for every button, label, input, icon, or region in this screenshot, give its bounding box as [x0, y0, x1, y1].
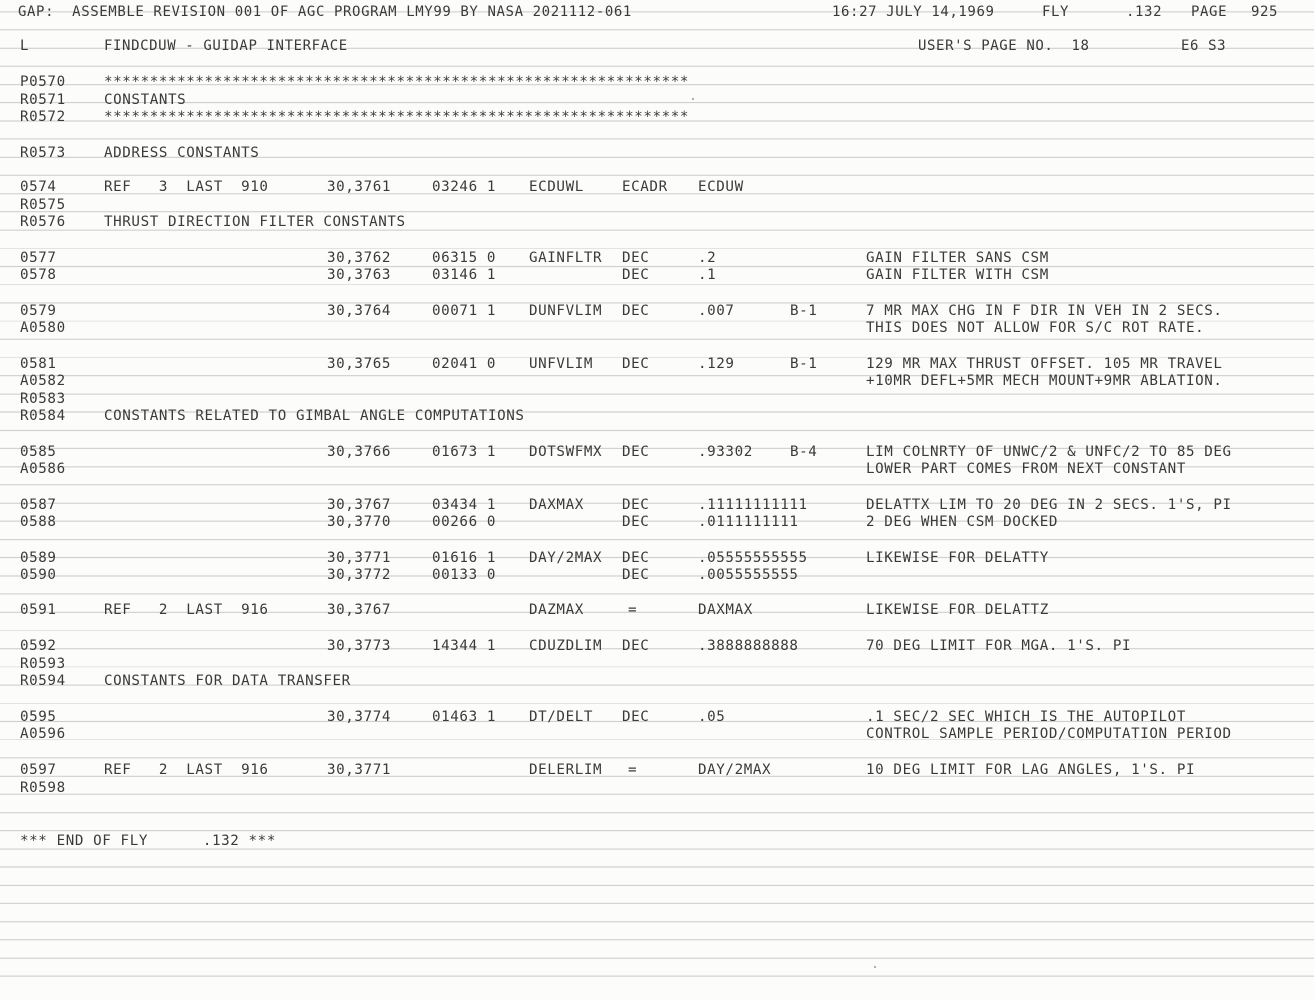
line-id: R0593 [20, 656, 66, 672]
e6-code: E6 S3 [1181, 38, 1227, 54]
address: 30,3774 [327, 709, 391, 725]
scale-factor: B-1 [790, 356, 818, 372]
octal-code: 01463 1 [432, 709, 496, 725]
line-id: 0579 [20, 303, 57, 319]
address: 30,3770 [327, 514, 391, 530]
octal-code: 06315 0 [432, 250, 496, 266]
address: 30,3764 [327, 303, 391, 319]
listing-line [0, 372, 1314, 390]
listing-line [0, 655, 1314, 673]
operand: DAXMAX [698, 602, 753, 618]
end-marker: *** END OF FLY .132 *** [20, 833, 276, 849]
paper-speck [692, 98, 694, 100]
comment: 10 DEG LIMIT FOR LAG ANGLES, 1'S. PI [866, 762, 1196, 778]
line-id: R0573 [20, 145, 66, 161]
operand: .1 [698, 267, 717, 283]
user-page-number: USER'S PAGE NO. 18 [918, 38, 1090, 54]
line-id: A0596 [20, 726, 66, 742]
listing-line [0, 319, 1314, 337]
comment: LIM COLNRTY OF UNWC/2 & UNFC/2 TO 85 DEG [866, 444, 1232, 460]
fly-label: FLY [1042, 4, 1070, 20]
listing-line [0, 355, 1314, 373]
opcode: DEC [622, 514, 650, 530]
operand: .11111111111 [698, 497, 808, 513]
listing-line [0, 213, 1314, 231]
operand: DAY/2MAX [698, 762, 772, 778]
scale-factor: B-4 [790, 444, 818, 460]
line-id: R0576 [20, 214, 66, 230]
paper-speck [874, 966, 876, 968]
line-id: 0577 [20, 250, 57, 266]
octal-code: 00133 0 [432, 567, 496, 583]
listing-line [0, 496, 1314, 514]
address: 30,3772 [327, 567, 391, 583]
octal-code: 03246 1 [432, 179, 496, 195]
listing-line [0, 460, 1314, 478]
octal-code: 03146 1 [432, 267, 496, 283]
listing-line [0, 108, 1314, 126]
line-id: P0570 [20, 74, 66, 90]
line-id: 0597 [20, 762, 57, 778]
listing-line [0, 144, 1314, 162]
opcode: = [628, 762, 638, 778]
listing-type: L [20, 38, 30, 54]
symbol-label: DOTSWFMX [529, 444, 603, 460]
operand: .3888888888 [698, 638, 799, 654]
symbol-label: DT/DELT [529, 709, 593, 725]
octal-code: 01673 1 [432, 444, 496, 460]
line-id: 0591 [20, 602, 57, 618]
scale-factor: B-1 [790, 303, 818, 319]
listing-line [0, 390, 1314, 408]
listing-line [0, 761, 1314, 779]
opcode: ECADR [622, 179, 668, 195]
listing-line [0, 566, 1314, 584]
symbol-label: ECDUWL [529, 179, 584, 195]
listing-line [0, 302, 1314, 320]
line-id: R0598 [20, 780, 66, 796]
line-id: A0582 [20, 373, 66, 389]
section-heading: CONSTANTS FOR DATA TRANSFER [104, 673, 351, 689]
line-id: A0580 [20, 320, 66, 336]
opcode: DEC [622, 356, 650, 372]
address: 30,3761 [327, 179, 391, 195]
line-id: 0589 [20, 550, 57, 566]
symbol-label: CDUZDLIM [529, 638, 603, 654]
octal-code: 00071 1 [432, 303, 496, 319]
listing-line [0, 266, 1314, 284]
operand: .007 [698, 303, 735, 319]
opcode: DEC [622, 709, 650, 725]
octal-code: 02041 0 [432, 356, 496, 372]
line-id: 0581 [20, 356, 57, 372]
assembly-banner: GAP: ASSEMBLE REVISION 001 OF AGC PROGRAM LMY99 BY NASA 2021112-061 [18, 4, 632, 20]
star-divider: **************************************************************** [104, 74, 690, 90]
opcode: DEC [622, 550, 650, 566]
opcode: DEC [622, 303, 650, 319]
line-id: 0595 [20, 709, 57, 725]
listing-line [0, 91, 1314, 109]
listing-line [0, 549, 1314, 567]
listing-line [0, 407, 1314, 425]
ref-note: REF 2 LAST 916 [104, 602, 269, 618]
opcode: = [628, 602, 638, 618]
listing-line [0, 779, 1314, 797]
opcode: DEC [622, 250, 650, 266]
line-id: A0586 [20, 461, 66, 477]
comment: LOWER PART COMES FROM NEXT CONSTANT [866, 461, 1186, 477]
opcode: DEC [622, 267, 650, 283]
symbol-label: DUNFVLIM [529, 303, 603, 319]
listing-line [0, 725, 1314, 743]
octal-code: 01616 1 [432, 550, 496, 566]
line-id: 0585 [20, 444, 57, 460]
line-id: R0594 [20, 673, 66, 689]
comment: GAIN FILTER WITH CSM [866, 267, 1049, 283]
octal-code: 03434 1 [432, 497, 496, 513]
comment: GAIN FILTER SANS CSM [866, 250, 1049, 266]
page-number: 925 [1251, 4, 1279, 20]
line-id: 0588 [20, 514, 57, 530]
line-id: 0590 [20, 567, 57, 583]
line-id: R0583 [20, 391, 66, 407]
line-id: R0571 [20, 92, 66, 108]
opcode: DEC [622, 444, 650, 460]
listing-line [0, 601, 1314, 619]
operand: .129 [698, 356, 735, 372]
line-id: 0578 [20, 267, 57, 283]
octal-code: 14344 1 [432, 638, 496, 654]
address: 30,3767 [327, 497, 391, 513]
address: 30,3766 [327, 444, 391, 460]
comment: LIKEWISE FOR DELATTY [866, 550, 1049, 566]
comment: +10MR DEFL+5MR MECH MOUNT+9MR ABLATION. [866, 373, 1223, 389]
comment: LIKEWISE FOR DELATTZ [866, 602, 1049, 618]
symbol-label: DAZMAX [529, 602, 584, 618]
section-heading: ADDRESS CONSTANTS [104, 145, 260, 161]
star-divider: **************************************************************** [104, 109, 690, 125]
address: 30,3765 [327, 356, 391, 372]
address: 30,3767 [327, 602, 391, 618]
listing-line [0, 178, 1314, 196]
address: 30,3771 [327, 762, 391, 778]
listing-line [0, 196, 1314, 214]
listing-line [0, 708, 1314, 726]
operand: .05555555555 [698, 550, 808, 566]
fly-number: .132 [1126, 4, 1163, 20]
listing-line [0, 637, 1314, 655]
line-id: 0574 [20, 179, 57, 195]
page-label: PAGE [1191, 4, 1228, 20]
timestamp: 16:27 JULY 14,1969 [832, 4, 995, 20]
comment: 2 DEG WHEN CSM DOCKED [866, 514, 1058, 530]
symbol-label: DELERLIM [529, 762, 603, 778]
ref-note: REF 2 LAST 916 [104, 762, 269, 778]
octal-code: 00266 0 [432, 514, 496, 530]
header-line-2 [0, 37, 1314, 55]
comment: THIS DOES NOT ALLOW FOR S/C ROT RATE. [866, 320, 1205, 336]
section-heading: CONSTANTS [104, 92, 187, 108]
listing-line [0, 672, 1314, 690]
page-title: FINDCDUW - GUIDAP INTERFACE [104, 38, 348, 54]
address: 30,3762 [327, 250, 391, 266]
address: 30,3773 [327, 638, 391, 654]
line-id: 0592 [20, 638, 57, 654]
comment: CONTROL SAMPLE PERIOD/COMPUTATION PERIOD [866, 726, 1232, 742]
operand: .2 [698, 250, 717, 266]
line-id: R0584 [20, 408, 66, 424]
operand: .0055555555 [698, 567, 799, 583]
comment: DELATTX LIM TO 20 DEG IN 2 SECS. 1'S, PI [866, 497, 1232, 513]
line-id: R0575 [20, 197, 66, 213]
symbol-label: UNFVLIM [529, 356, 593, 372]
section-heading: CONSTANTS RELATED TO GIMBAL ANGLE COMPUTATIONS [104, 408, 525, 424]
comment: 7 MR MAX CHG IN F DIR IN VEH IN 2 SECS. [866, 303, 1223, 319]
listing-line [0, 513, 1314, 531]
symbol-label: DAY/2MAX [529, 550, 603, 566]
opcode: DEC [622, 638, 650, 654]
opcode: DEC [622, 567, 650, 583]
operand: .05 [698, 709, 726, 725]
line-id: R0572 [20, 109, 66, 125]
comment: 129 MR MAX THRUST OFFSET. 105 MR TRAVEL [866, 356, 1223, 372]
address: 30,3771 [327, 550, 391, 566]
symbol-label: GAINFLTR [529, 250, 603, 266]
end-of-listing [0, 832, 1314, 850]
comment: .1 SEC/2 SEC WHICH IS THE AUTOPILOT [866, 709, 1186, 725]
operand: .93302 [698, 444, 753, 460]
operand: .0111111111 [698, 514, 799, 530]
address: 30,3763 [327, 267, 391, 283]
section-heading: THRUST DIRECTION FILTER CONSTANTS [104, 214, 406, 230]
ref-note: REF 3 LAST 910 [104, 179, 269, 195]
comment: 70 DEG LIMIT FOR MGA. 1'S. PI [866, 638, 1132, 654]
operand: ECDUW [698, 179, 744, 195]
listing-line [0, 249, 1314, 267]
listing-line [0, 443, 1314, 461]
listing-line [0, 73, 1314, 91]
symbol-label: DAXMAX [529, 497, 584, 513]
opcode: DEC [622, 497, 650, 513]
line-id: 0587 [20, 497, 57, 513]
header-line-1 [0, 3, 1314, 21]
